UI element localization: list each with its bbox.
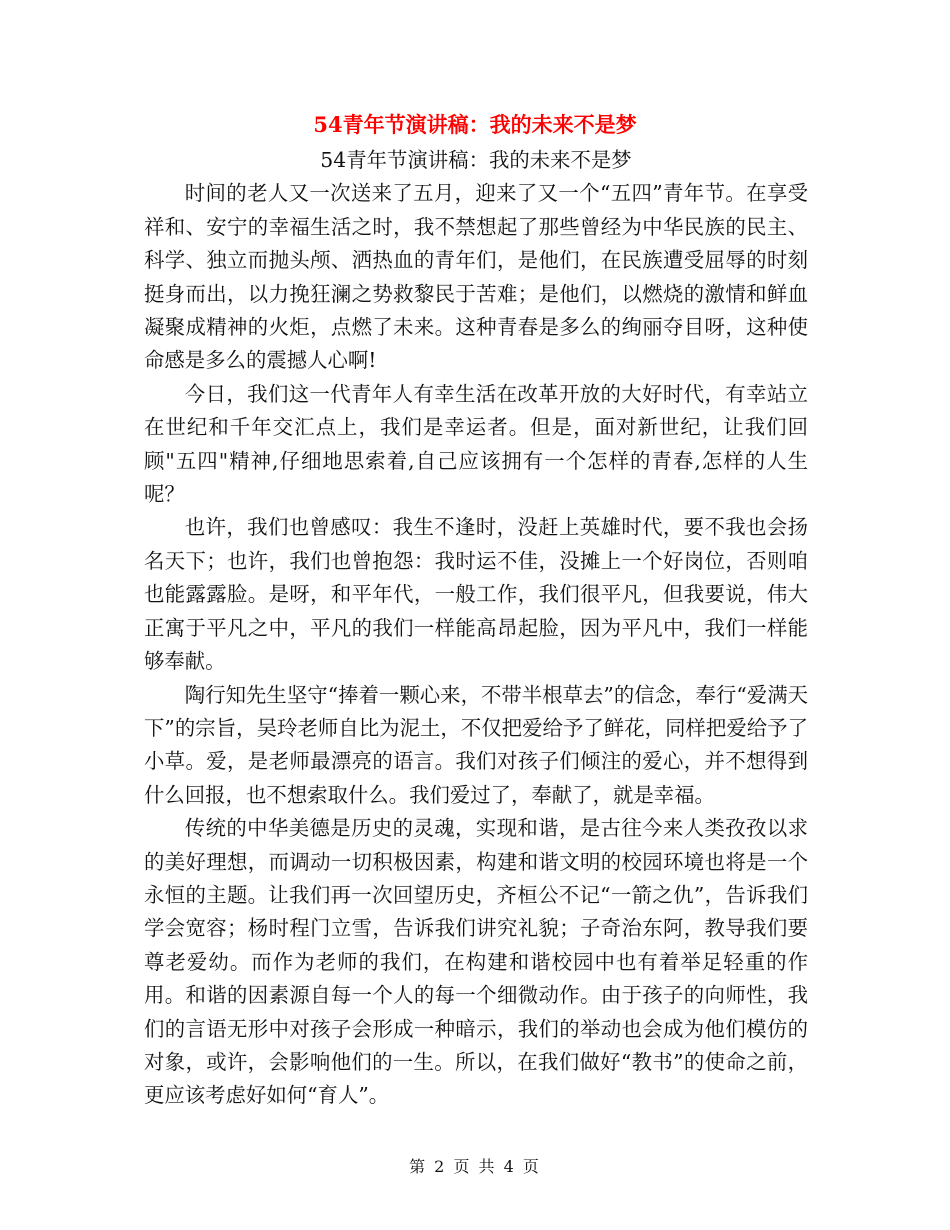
paragraph-3: 也许，我们也曾感叹：我生不逢时，没赶上英雄时代，要不我也会扬名天下；也许，我们也曾抱怨：我时运不佳，没摊上一个好岗位，否则咱也能露露脸。是呀，和平年代，一般工作，我们很平凡，但我要说，伟大正寓于平凡之中，平凡的我们一样能高昂起脸，因为平凡中，我们一样能够奉献。 — [144, 515, 808, 674]
paragraph-2: 今日，我们这一代青年人有幸生活在改革开放的大好时代，有幸站立在世纪和千年交汇点上，我们是幸运者。但是，面对新世纪，让我们回顾"五四"精神,仔细地思索着,自己应该拥有一个怎样的青春,怎样的人生呢？ — [144, 381, 808, 507]
paragraph-5: 传统的中华美德是历史的灵魂，实现和谐，是古往今来人类孜孜以求的美好理想，而调动一切积极因素，构建和谐文明的校园环境也将是一个永恒的主题。让我们再一次回望历史，齐桓公不记“一箭之仇”，告诉我们学会宽容；杨时程门立雪，告诉我们讲究礼貌；子奇治东阿，教导我们要尊老爱幼。而作为老师的我们，在构建和谐校园中也有着举足轻重的作用。和谐的因素源自每一个人的每一个细微动作。由于孩子的向师性，我们的言语无形中对孩子会形成一种暗示，我们的举动也会成为他们模仿的对象，或许，会影响他们的一生。所以，在我们做好“教书”的使命之前，更应该考虑好如何“育人”。 — [144, 816, 808, 1108]
document-subtitle: 54青年节演讲稿：我的未来不是梦 — [320, 148, 632, 172]
page-number-footer: 第 2 页 共 4 页 — [409, 1157, 541, 1176]
paragraph-1: 时间的老人又一次送来了五月，迎来了又一个“五四”青年节。在享受祥和、安宁的幸福生活之时，我不禁想起了那些曾经为中华民族的民主、科学、独立而抛头颅、洒热血的青年们，是他们，在民族遭受屈辱的时刻挺身而出，以力挽狂澜之势救黎民于苦难；是他们，以燃烧的激情和鲜血凝聚成精神的火炬，点燃了未来。这种青春是多么的绚丽夺目呀，这种使命感是多么的震撼人心啊! — [144, 181, 808, 373]
document-title: 54青年节演讲稿：我的未来不是梦 — [313, 112, 637, 137]
paragraph-4: 陶行知先生坚守“捧着一颗心来，不带半根草去”的信念，奉行“爱满天下”的宗旨，吴玲老师自比为泥土，不仅把爱给予了鲜花，同样把爱给予了小草。爱，是老师最漂亮的语言。我们对孩子们倾注的爱心，并不想得到什么回报，也不想索取什么。我们爱过了，奉献了，就是幸福。 — [144, 682, 808, 807]
document-body — [144, 144, 808, 1113]
